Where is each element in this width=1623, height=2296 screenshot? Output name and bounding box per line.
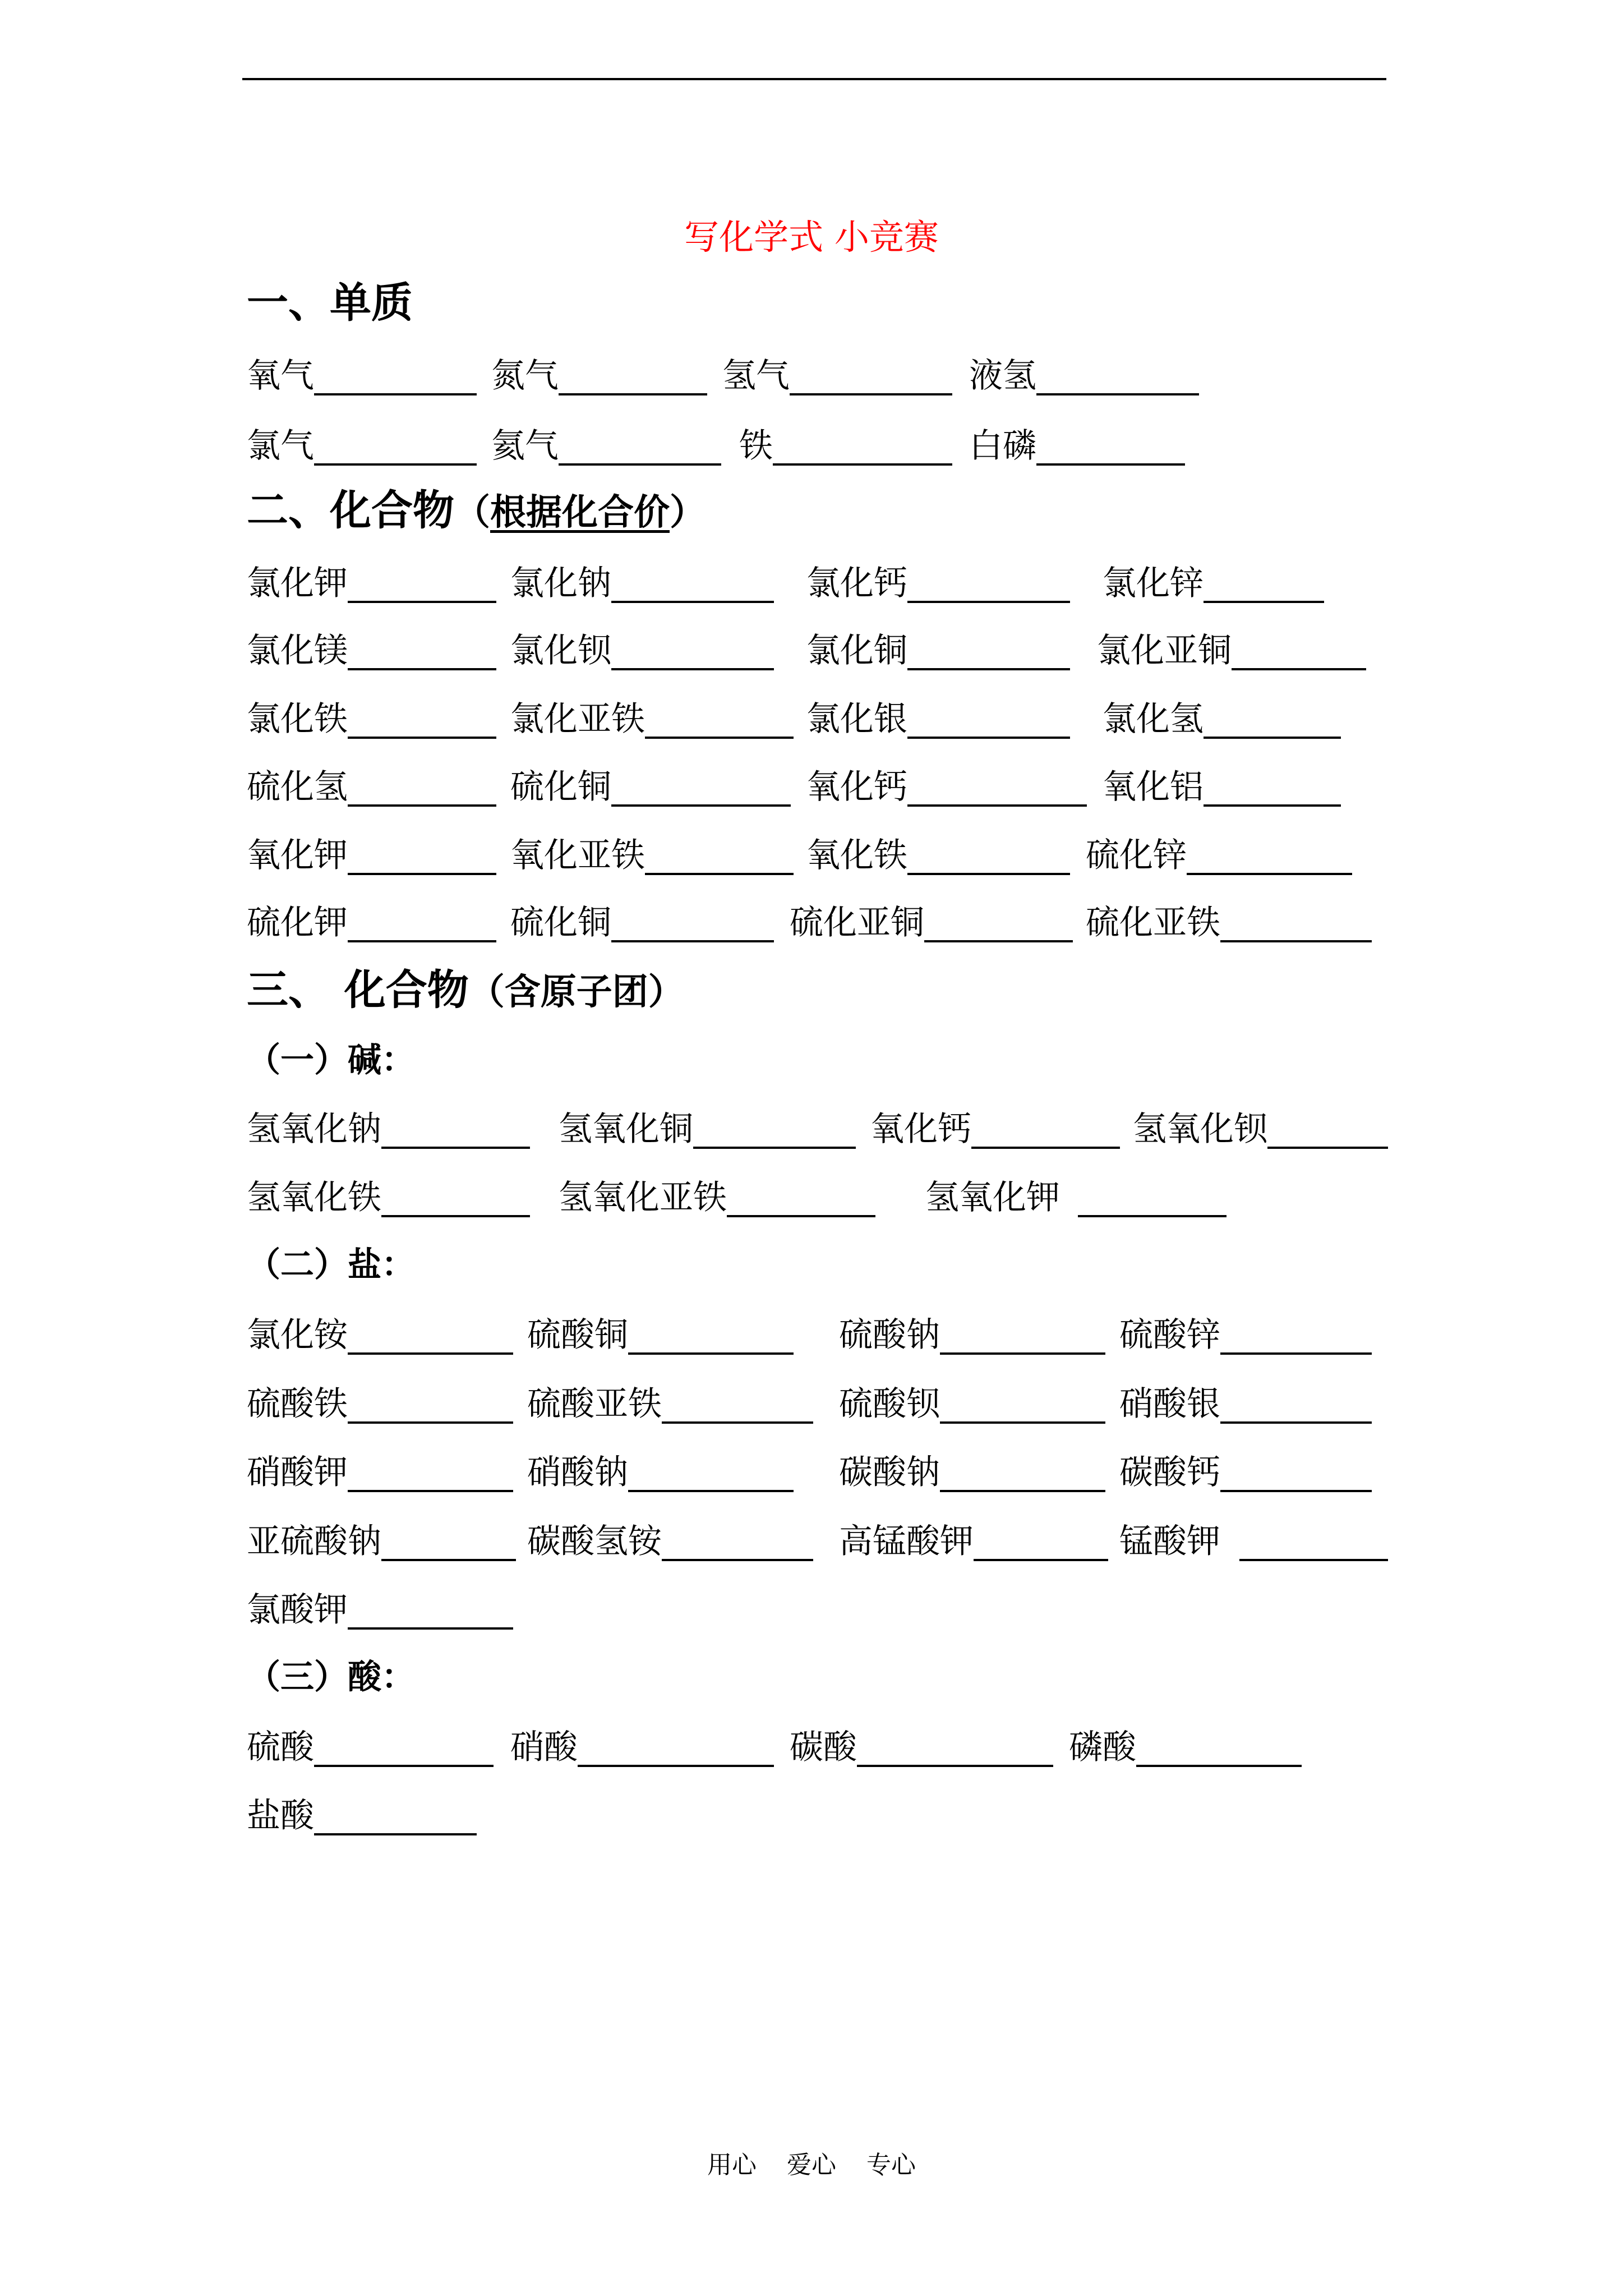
answer-blank[interactable]: [1078, 1172, 1227, 1217]
answer-item: [1119, 1516, 1388, 1567]
answer-blank[interactable]: [971, 1104, 1120, 1149]
item-label: 氧化铝: [1103, 767, 1204, 807]
answer-blank[interactable]: [940, 1379, 1105, 1424]
answer-item: [1069, 1722, 1302, 1773]
answer-blank[interactable]: [1220, 1447, 1372, 1492]
answer-item: [247, 762, 496, 812]
answer-blank[interactable]: [1220, 1379, 1372, 1424]
answer-item: [1133, 1104, 1388, 1154]
item-label: 氯化锌: [1103, 564, 1204, 603]
answer-blank[interactable]: [1204, 694, 1341, 739]
answer-blank[interactable]: [662, 1379, 813, 1424]
answer-blank[interactable]: [314, 1722, 494, 1767]
answer-blank[interactable]: [559, 351, 707, 395]
item-label: 氢氧化钠: [247, 1110, 381, 1149]
item-label: 碳酸: [790, 1728, 857, 1767]
section-heading-text: 三、 化合物: [247, 966, 469, 1014]
answer-blank[interactable]: [907, 762, 1087, 807]
answer-item: [1119, 1379, 1372, 1429]
answer-item: [247, 1310, 513, 1360]
item-label: 氯化铜: [806, 631, 907, 670]
answer-item: [1086, 898, 1372, 948]
item-label: 氧气: [247, 356, 314, 395]
answer-item: [739, 421, 952, 471]
answer-item: [722, 351, 952, 401]
answer-blank[interactable]: [314, 1791, 477, 1835]
answer-item: [510, 830, 794, 881]
answer-blank[interactable]: [381, 1104, 530, 1149]
answer-blank[interactable]: [348, 898, 496, 942]
item-label: 硝酸银: [1119, 1384, 1220, 1424]
item-label: 氧化铁: [806, 836, 907, 875]
answer-row: [0, 830, 1623, 881]
answer-item: [510, 625, 774, 676]
answer-blank[interactable]: [940, 1310, 1105, 1355]
answer-item: [925, 1172, 1227, 1223]
answer-blank[interactable]: [348, 1585, 513, 1630]
answer-item: [806, 762, 1087, 812]
paren-open: （: [454, 491, 490, 533]
answer-blank[interactable]: [1220, 1310, 1372, 1355]
section-heading-radicals: [247, 962, 684, 1020]
answer-item: [247, 1722, 494, 1773]
answer-row: [0, 1172, 1623, 1223]
answer-row: [0, 694, 1623, 744]
item-label: 硫酸钠: [839, 1315, 940, 1355]
item-label: 氧化亚铁: [510, 836, 645, 875]
item-label: 磷酸: [1069, 1728, 1136, 1767]
subsection-heading-acid: （三）酸：: [247, 1658, 415, 1697]
answer-blank[interactable]: [381, 1172, 530, 1217]
item-label: 硫酸铁: [247, 1384, 348, 1424]
answer-blank[interactable]: [662, 1516, 813, 1561]
answer-row: [0, 1310, 1623, 1360]
answer-item: [247, 1791, 477, 1841]
answer-blank[interactable]: [348, 1447, 513, 1492]
answer-row: [0, 625, 1623, 676]
answer-item: [527, 1379, 813, 1429]
answer-item: [790, 1722, 1053, 1773]
item-label: 氯化钠: [510, 564, 611, 603]
answer-item: [1119, 1447, 1372, 1498]
answer-item: [839, 1310, 1105, 1360]
answer-blank[interactable]: [1187, 830, 1352, 875]
section-note: （含原子团）: [468, 971, 684, 1013]
answer-blank[interactable]: [974, 1516, 1108, 1561]
item-label: 白磷: [969, 426, 1036, 466]
answer-blank[interactable]: [857, 1722, 1053, 1767]
answer-item: [247, 1516, 516, 1567]
answer-blank[interactable]: [348, 762, 496, 807]
subsection-heading-salt: （二）盐：: [247, 1245, 415, 1285]
item-label: 氯化铵: [247, 1315, 348, 1355]
item-label: 硝酸: [510, 1728, 578, 1767]
answer-blank[interactable]: [727, 1172, 875, 1217]
answer-item: [839, 1447, 1105, 1498]
answer-row: [0, 1447, 1623, 1498]
answer-blank[interactable]: [907, 694, 1070, 739]
answer-blank[interactable]: [578, 1722, 774, 1767]
answer-row: [0, 762, 1623, 812]
answer-item: [247, 421, 477, 471]
item-label: 氯化铁: [247, 700, 348, 739]
answer-blank[interactable]: [907, 558, 1070, 603]
answer-item: [527, 1447, 794, 1498]
item-label: 硫化铜: [510, 903, 611, 942]
answer-blank[interactable]: [907, 625, 1070, 670]
answer-item: [1086, 830, 1352, 881]
answer-blank[interactable]: [1239, 1516, 1388, 1561]
answer-item: [247, 1172, 530, 1223]
answer-item: [806, 558, 1070, 609]
answer-item: [1103, 558, 1324, 609]
answer-item: [1119, 1310, 1372, 1360]
answer-row: [0, 421, 1623, 471]
answer-blank[interactable]: [611, 558, 774, 603]
item-label: 硫酸亚铁: [527, 1384, 662, 1424]
item-label: 硝酸钠: [527, 1453, 628, 1492]
answer-item: [527, 1310, 794, 1360]
answer-row: [0, 1722, 1623, 1773]
answer-item: [491, 351, 707, 401]
item-label: 氢氧化铜: [559, 1110, 693, 1149]
item-label: 氯化亚铜: [1097, 631, 1232, 670]
item-label: 硝酸钾: [247, 1453, 348, 1492]
item-label: 高锰酸钾: [839, 1522, 974, 1561]
page-title: 写化学式 小竞赛: [684, 217, 939, 257]
answer-blank[interactable]: [790, 351, 952, 395]
answer-item: [510, 898, 774, 948]
paren-close: ）: [670, 491, 706, 533]
answer-blank[interactable]: [940, 1447, 1105, 1492]
item-label: 氢气: [722, 356, 790, 395]
answer-blank[interactable]: [645, 694, 794, 739]
answer-blank[interactable]: [1204, 558, 1324, 603]
answer-row: [0, 1791, 1623, 1841]
answer-item: [527, 1516, 813, 1567]
answer-row: [0, 558, 1623, 609]
answer-blank[interactable]: [628, 1447, 794, 1492]
section-heading-elements: 一、单质: [247, 279, 413, 327]
item-label: 亚硫酸钠: [247, 1522, 381, 1561]
item-label: 氯化亚铁: [510, 700, 645, 739]
subsection-heading-base: （一）碱：: [247, 1041, 415, 1080]
item-label: 氯化银: [806, 700, 907, 739]
answer-blank[interactable]: [348, 830, 496, 875]
answer-blank[interactable]: [1036, 351, 1199, 395]
item-label: 液氢: [969, 356, 1036, 395]
answer-item: [1103, 762, 1341, 812]
section-note: 根据化合价: [490, 491, 670, 533]
answer-blank[interactable]: [693, 1104, 856, 1149]
answer-item: [510, 694, 794, 744]
item-label: 氯酸钾: [247, 1590, 348, 1630]
item-label: 碳酸钠: [839, 1453, 940, 1492]
item-label: 碳酸钙: [1119, 1453, 1220, 1492]
answer-item: [1103, 694, 1341, 744]
answer-item: [510, 1722, 774, 1773]
answer-row: [0, 1516, 1623, 1567]
answer-blank[interactable]: [314, 421, 477, 466]
item-label: 硫化铜: [510, 767, 611, 807]
answer-blank[interactable]: [1232, 625, 1366, 670]
answer-item: [247, 694, 496, 744]
answer-blank[interactable]: [628, 1310, 794, 1355]
item-label: 氢氧化钾: [925, 1178, 1060, 1217]
answer-item: [247, 625, 496, 676]
item-label: 硫酸: [247, 1728, 314, 1767]
answer-item: [806, 830, 1070, 881]
answer-blank[interactable]: [348, 1310, 513, 1355]
answer-blank[interactable]: [559, 421, 721, 466]
answer-blank[interactable]: [348, 1379, 513, 1424]
answer-item: [247, 558, 496, 609]
answer-row: [0, 1585, 1623, 1635]
answer-item: [247, 1104, 530, 1154]
item-label: 氮气: [491, 356, 559, 395]
answer-blank[interactable]: [348, 625, 496, 670]
answer-item: [969, 351, 1199, 401]
answer-blank[interactable]: [1136, 1722, 1302, 1767]
answer-item: [491, 421, 721, 471]
item-label: 氧化钾: [247, 836, 348, 875]
answer-blank[interactable]: [1036, 421, 1185, 466]
answer-blank[interactable]: [1204, 762, 1341, 807]
item-label: 氦气: [491, 426, 559, 466]
item-label: 氯气: [247, 426, 314, 466]
item-label: 氢氧化钡: [1133, 1110, 1267, 1149]
item-label: 氢氧化亚铁: [559, 1178, 727, 1217]
item-label: 氧化钙: [870, 1110, 971, 1149]
item-label: 硫化锌: [1086, 836, 1187, 875]
answer-blank[interactable]: [1220, 898, 1372, 942]
answer-item: [806, 694, 1070, 744]
answer-item: [510, 558, 774, 609]
answer-blank[interactable]: [381, 1516, 516, 1561]
answer-item: [559, 1172, 875, 1223]
answer-blank[interactable]: [314, 351, 477, 395]
item-label: 氯化钡: [510, 631, 611, 670]
answer-blank[interactable]: [348, 694, 496, 739]
answer-blank[interactable]: [611, 625, 774, 670]
answer-row: [0, 898, 1623, 948]
answer-item: [247, 830, 496, 881]
answer-item: [559, 1104, 856, 1154]
answer-item: [839, 1379, 1105, 1429]
item-label: 氢氧化铁: [247, 1178, 381, 1217]
item-label: 硫化钾: [247, 903, 348, 942]
item-label: 硫化亚铜: [790, 903, 924, 942]
answer-item: [806, 625, 1070, 676]
item-label: 碳酸氢铵: [527, 1522, 662, 1561]
answer-blank[interactable]: [645, 830, 794, 875]
answer-row: [0, 351, 1623, 401]
item-label: 硫酸钡: [839, 1384, 940, 1424]
item-label: 硫化亚铁: [1086, 903, 1220, 942]
item-label: 氯化钾: [247, 564, 348, 603]
item-label: 硫酸锌: [1119, 1315, 1220, 1355]
answer-item: [969, 421, 1185, 471]
answer-blank[interactable]: [924, 898, 1073, 942]
item-label: 氯化氢: [1103, 700, 1204, 739]
answer-blank[interactable]: [348, 558, 496, 603]
answer-blank[interactable]: [611, 898, 774, 942]
answer-item: [247, 1379, 513, 1429]
section-heading-compounds: [247, 482, 706, 541]
answer-item: [839, 1516, 1108, 1567]
answer-item: [790, 898, 1073, 948]
answer-item: [1097, 625, 1366, 676]
answer-blank[interactable]: [907, 830, 1070, 875]
item-label: 氧化钙: [806, 767, 907, 807]
answer-item: [247, 898, 496, 948]
answer-item: [247, 351, 477, 401]
item-label: 氯化镁: [247, 631, 348, 670]
item-label: 盐酸: [247, 1796, 314, 1835]
answer-item: [247, 1585, 513, 1635]
answer-row: [0, 1104, 1623, 1154]
item-label: 锰酸钾: [1119, 1522, 1220, 1561]
header-rule: [242, 78, 1386, 80]
answer-blank[interactable]: [1267, 1104, 1388, 1149]
answer-blank[interactable]: [611, 762, 791, 807]
page-footer: 用心 爱心 专心: [707, 2151, 916, 2179]
answer-item: [510, 762, 791, 812]
item-label: 硫化氢: [247, 767, 348, 807]
answer-row: [0, 1379, 1623, 1429]
section-heading-text: 二、化合物: [247, 486, 454, 535]
answer-blank[interactable]: [773, 421, 952, 466]
answer-item: [247, 1447, 513, 1498]
item-label: 铁: [739, 426, 773, 466]
answer-item: [870, 1104, 1120, 1154]
item-label: 氯化钙: [806, 564, 907, 603]
item-label: 硫酸铜: [527, 1315, 628, 1355]
